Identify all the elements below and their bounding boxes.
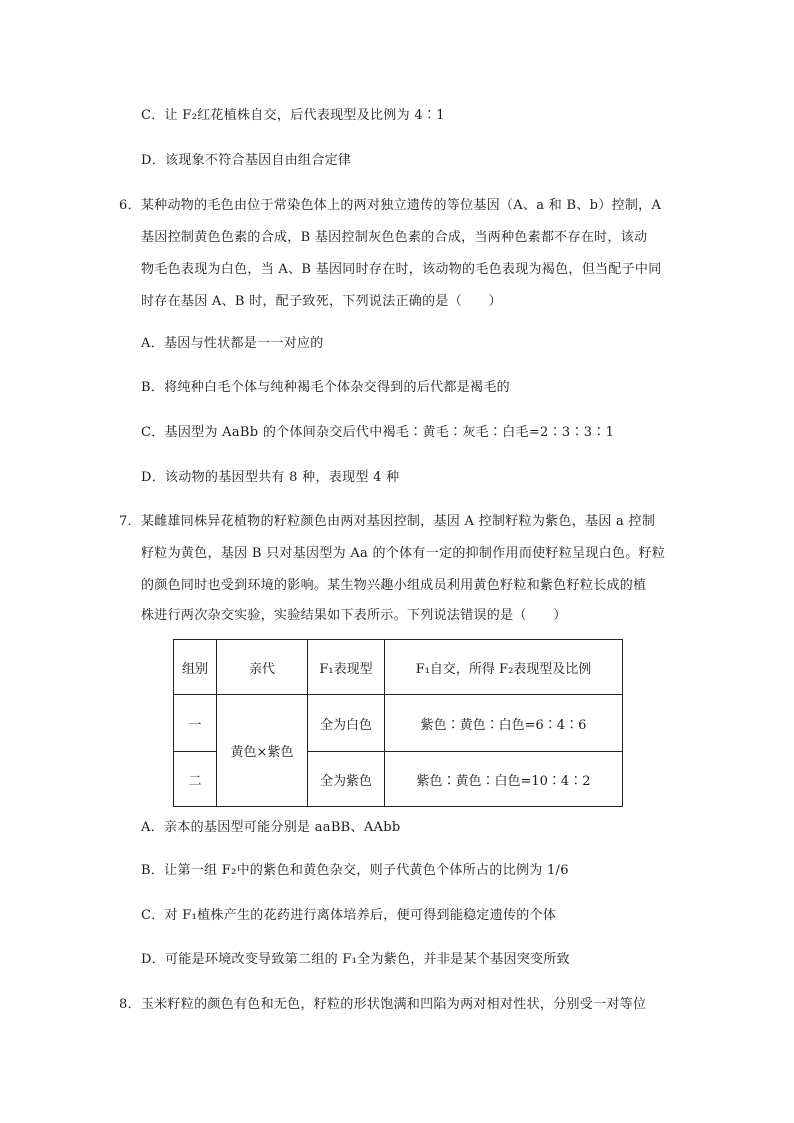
q6-stem-line-1: 6．某种动物的毛色由位于常染色体上的两对独立遗传的等位基因（A、a 和 B、b）控制，A xyxy=(119,198,662,213)
q7-option-d: D．可能是环境改变导致第二组的 F₁全为紫色，并非是某个基因突变所致 xyxy=(141,952,570,967)
q7-stem-line-1: 7．某雌雄同株异花植物的籽粒颜色由两对基因控制，基因 A 控制籽粒为紫色，基因 a 控制 xyxy=(119,514,656,529)
q5-option-c: C．让 F₂红花植株自交，后代表现型及比例为 4∶1 xyxy=(141,108,445,123)
table-row xyxy=(174,695,623,752)
q6-option-d: D．该动物的基因型共有 8 种，表现型 4 种 xyxy=(141,470,400,485)
q6-stem-line-2: 基因控制黄色色素的合成，B 基因控制灰色色素的合成，当两种色素都不存在时，该动 xyxy=(141,230,648,245)
parent-cell: 黄色×紫色 xyxy=(217,695,308,807)
group-cell: 一 xyxy=(174,695,217,752)
q7-stem-line-3: 的颜色同时也受到环境的影响。某生物兴趣小组成员利用黄色籽粒和紫色籽粒长成的植 xyxy=(141,578,647,593)
q6-option-a: A．基因与性状都是一一对应的 xyxy=(141,336,324,351)
q6-option-c: C．基因型为 AaBb 的个体间杂交后代中褐毛∶黄毛∶灰毛∶白毛=2∶3∶3∶1 xyxy=(141,425,615,440)
q8-stem-line-1: 8．玉米籽粒的颜色有色和无色，籽粒的形状饱满和凹陷为两对相对性状，分别受一对等位 xyxy=(119,997,647,1012)
f1-cell: 全为白色 xyxy=(308,695,385,752)
q7-option-c: C．对 F₁植株产生的花药进行离体培养后，便可得到能稳定遗传的个体 xyxy=(141,908,557,923)
q6-stem-line-4: 时存在基因 A、B 时，配子致死，下列说法正确的是（ ） xyxy=(141,294,502,309)
q6-stem-line-3: 物毛色表现为白色，当 A、B 基因同时存在时，该动物的毛色表现为褐色，但当配子中同 xyxy=(141,262,662,277)
header-f1: F₁表现型 xyxy=(308,640,385,695)
f2-cell: 紫色∶黄色∶白色=10∶4∶2 xyxy=(385,752,623,807)
q7-stem-line-4: 株进行两次杂交实验，实验结果如下表所示。下列说法错误的是（ ） xyxy=(141,608,567,623)
q7-option-b: B．让第一组 F₂中的紫色和黄色杂交，则子代黄色个体所占的比例为 1/6 xyxy=(141,863,569,878)
header-group: 组别 xyxy=(174,640,217,695)
f2-cell: 紫色∶黄色∶白色=6∶4∶6 xyxy=(385,695,623,752)
q6-option-b: B．将纯种白毛个体与纯种褐毛个体杂交得到的后代都是褐毛的 xyxy=(141,380,510,395)
f1-cell: 全为紫色 xyxy=(308,752,385,807)
group-cell: 二 xyxy=(174,752,217,807)
header-f2: F₁自交，所得 F₂表现型及比例 xyxy=(385,640,623,695)
q7-option-a: A．亲本的基因型可能分别是 aaBB、AAbb xyxy=(141,820,401,835)
header-parent: 亲代 xyxy=(217,640,308,695)
table-header-row xyxy=(174,640,623,695)
q7-stem-line-2: 籽粒为黄色，基因 B 只对基因型为 Aa 的个体有一定的抑制作用而使籽粒呈现白色。籽粒 xyxy=(141,546,666,561)
q7-results-table xyxy=(173,639,623,807)
q5-option-d: D．该现象不符合基因自由组合定律 xyxy=(141,153,352,168)
